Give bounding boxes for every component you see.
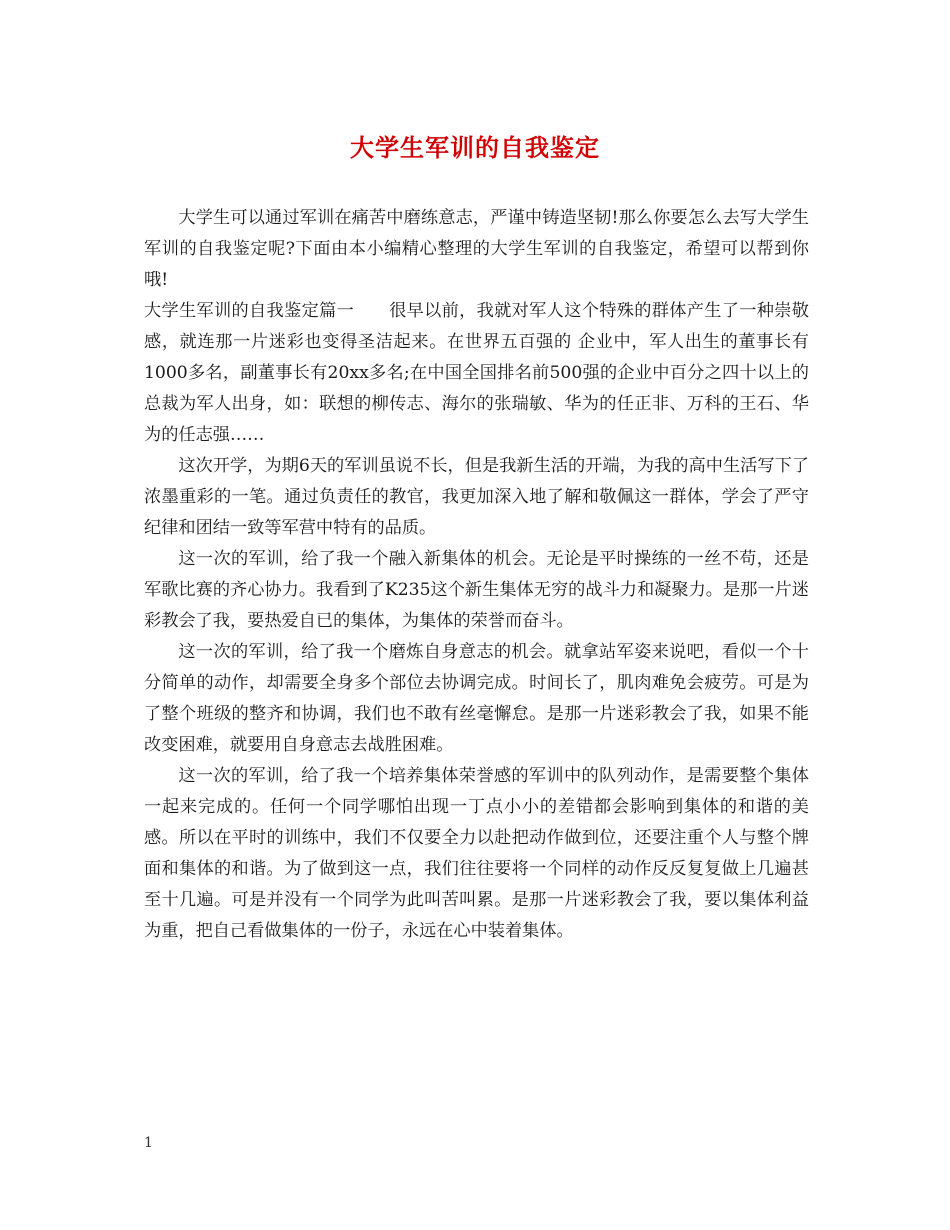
paragraph-intro: 大学生可以通过军训在痛苦中磨练意志，严谨中铸造坚韧!那么你要怎么去写大学生军训的自我鉴定呢?下面由本小编精心整理的大学生军训的自我鉴定，希望可以帮到你哦!: [144, 208, 809, 290]
paragraph-willpower: 这一次的军训，给了我一个磨炼自身意志的机会。就拿站军姿来说吧，看似一个十分简单的动作，却需要全身多个部位去协调完成。时间长了，肌肉难免会疲劳。可是为了整个班级的整齐和协调，我们也不敢有丝毫懈怠。是那一片迷彩教会了我，如果不能改变困难，就要用自身意志去战胜困难。: [144, 642, 809, 755]
paragraph-new-collective: 这一次的军训，给了我一个融入新集体的机会。无论是平时操练的一丝不苟，还是军歌比赛的齐心协力。我看到了K235这个新生集体无穷的战斗力和凝聚力。是那一片迷彩教会了我，要热爱自已的集体，为集体的荣誉而奋斗。: [144, 549, 809, 631]
document-body: [144, 203, 809, 947]
page-number: 1: [144, 1135, 153, 1151]
paragraph-collective-honor: 这一次的军训，给了我一个培养集体荣誉感的军训中的队列动作，是需要整个集体一起来完成的。任何一个同学哪怕出现一丁点小小的差错都会影响到集体的和谐的美感。所以在平时的训练中，我们不仅要全力以赴把动作做到位，还要注重个人与整个牌面和集体的和谐。为了做到这一点，我们往往要将一个同样的动作反反复复做上几遍甚至十几遍。可是并没有一个同学为此叫苦叫累。是那一片迷彩教会了我，要以集体利益为重，把自己看做集体的一份子，永远在心中装着集体。: [144, 766, 809, 941]
paragraph-start-of-school: 这次开学，为期6天的军训虽说不长，但是我新生活的开端，为我的高中生活写下了浓墨重彩的一笔。通过负责任的教官，我更加深入地了解和敬佩这一群体，学会了严守纪律和团结一致等军营中特有的品质。: [144, 456, 809, 538]
document-title: 大学生军训的自我鉴定: [350, 133, 600, 162]
paragraph-part-one: 大学生军训的自我鉴定篇一 很早以前，我就对军人这个特殊的群体产生了一种崇敬感，就连那一片迷彩也变得圣洁起来。在世界五百强的 企业中，军人出生的董事长有1000多名，副董事长有20xx多名;在中国全国排名前500强的企业中百分之四十以上的总裁为军人出身，如：联想的柳传志、海尔的张瑞敏、华为的任正非、万科的王石、华为的任志强……: [144, 301, 809, 445]
